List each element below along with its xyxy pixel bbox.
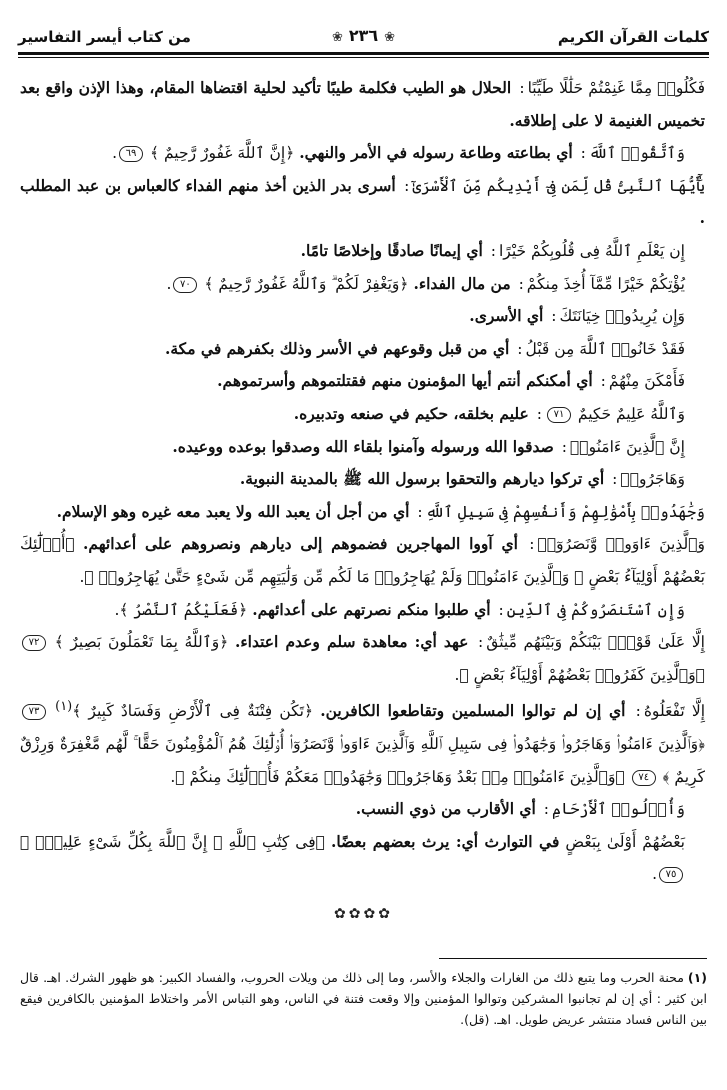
glossary-entry: فَقَدْ خَانُوا۟ ٱللَّهَ مِن قَبْلُ: أي من قبل وقوعهم في الأسر وذلك بكفرهم في مكة.	[164, 338, 685, 358]
verse-number: ٧٤	[632, 770, 656, 786]
quran-term: إِلَّا عَلَىٰ قَوْمٍۭ بَيْنَكُمْ وَبَيْنَهُم مِّيثَٰقٌ	[486, 633, 705, 652]
quran-term: يَٰٓأَيُّهَا ٱلنَّبِىُّ قُل لِّمَن فِىٓ أَيْدِيكُم مِّنَ ٱلْأَسْرَىٰٓ	[412, 176, 705, 195]
explanation: أي الأقارب من ذوي النسب.	[355, 799, 536, 819]
glossary-entry: وَإِن يُرِيدُوا۟ خِيَانَتَكَ: أي الأسرى.	[469, 306, 685, 326]
glossary-entry: وَٱلَّذِينَ ءَاوَوا۟ وَّنَصَرُوٓا۟: أي آووا المهاجرين فضموهم إلى ديارهم ونصروهم على أعدائهم. ﴿أُو۟لَٰٓئِكَ بَعْضُهُمْ أَوْلِيَآءُ بَعْضٍ ۚ وَٱلَّذِينَ ءَامَنُوا۟ وَلَمْ يُهَاجِرُوا۟ مَا لَكُم مِّن وَلَٰيَتِهِم مِّن شَىْءٍ حَتَّىٰ يُهَاجِرُوا۟ ﴾.	[20, 534, 705, 586]
quran-term: فَكُلُوا۟ مِمَّا غَنِمْتُمْ حَلَٰلًا طَيِّبًا	[527, 79, 705, 97]
verse-quote: ﴿وَٱللَّهُ بِمَا تَعْمَلُونَ بَصِيرٌ ﴾	[54, 633, 229, 652]
explanation: الحلال هو الطيب فكلمة طيبًا تأكيد لحلية اقتضاها المقام، وهذا الإذن واقع بعد تخميس الغنيمة لا على إطلاقه.	[20, 78, 705, 130]
verse-number: ٧٢	[22, 635, 46, 651]
page-header	[18, 28, 709, 54]
verse-number: ٧٥	[659, 867, 683, 883]
explanation: في التوارث أي: يرث بعضهم بعضًا.	[330, 831, 560, 851]
quran-term: يُؤْتِكُمْ خَيْرًا مِّمَّآ أُخِذَ مِنكُمْ	[526, 274, 685, 293]
explanation: أي أمكنكم أنتم أيها المؤمنون منهم فقتلتموهم وأسرتموهم.	[217, 371, 593, 391]
quran-term: فَأَمْكَنَ مِنْهُمْ	[608, 372, 685, 391]
explanation: عهد أي: معاهدة سلم وعدم اعتداء.	[234, 632, 469, 652]
quran-term: وَإِن يُرِيدُوا۟ خِيَانَتَكَ	[559, 307, 685, 326]
footnote-ref: (١)	[55, 699, 73, 715]
glossary-body	[20, 72, 705, 891]
footnote-text: محنة الحرب وما يتبع ذلك من الغارات والجلاء والأسر، وما إلى ذلك من ويلات الحروب، والفساد الكبير: هو ظهور الشرك. اهـ. قال ابن كثير : أي إن لم تجانبوا المشركين وتوالوا المؤمنين وإلا وقعت فتنة في الناس، وهو التباس الأمر واختلاط المؤمنين بالكافرين فيقع بين الناس فساد منتشر عريض طويل. اهـ. (قل).	[20, 970, 707, 1027]
quran-term: وَإِنِ ٱسْتَنصَرُوكُمْ فِى ٱلدِّينِ	[506, 600, 685, 619]
book-title: كلمات القرآن الكريم	[557, 28, 709, 46]
header-rule-thin	[18, 57, 709, 58]
glossary-entry: وَٱتَّقُوا۟ ٱللَّهَ: أي بطاعته وطاعة رسوله في الأمر والنهي. ﴿إِنَّ ٱللَّهَ غَفُورٌ رَّحِيمٌ ﴾ ٦٩.	[112, 143, 685, 163]
header-rule-thick	[18, 52, 709, 55]
ornament-icon: ❀	[384, 30, 396, 45]
explanation: عليم بخلقه، حكيم في صنعه وتدبيره.	[293, 403, 529, 423]
verse-number: ٧٠	[173, 277, 197, 293]
verse-quote: ﴿تَكُن فِتْنَةٌ فِى ٱلْأَرْضِ وَفَسَادٌ كَبِيرٌ ﴾	[72, 702, 314, 721]
glossary-entry: فَأَمْكَنَ مِنْهُمْ: أي أمكنكم أنتم أيها المؤمنون منهم فقتلتموهم وأسرتموهم.	[217, 371, 685, 391]
source-label: من كتاب أيسر التفاسير	[18, 28, 191, 46]
explanation: أي إيمانًا صادقًا وإخلاصًا تامًا.	[300, 240, 483, 260]
quran-term: إِلَّا تَفْعَلُوهُ	[643, 702, 705, 721]
quran-term: وَهَاجَرُوا۟	[620, 470, 685, 489]
glossary-entry: وَجَٰهَدُوا۟ بِأَمْوَٰلِهِمْ وَأَنفُسِهِمْ فِى سَبِيلِ ٱللَّهِ: أي من أجل أن يعبد الله ولا يعبد معه غيره وهو الإسلام.	[56, 501, 705, 521]
explanation: أي الأسرى.	[469, 306, 544, 326]
quran-term: إِن يَعْلَمِ ٱللَّهُ فِى قُلُوبِكُمْ خَيْرًا	[499, 241, 685, 260]
page-number: ٢٣٦	[348, 26, 379, 45]
glossary-entry: يُؤْتِكُمْ خَيْرًا مِّمَّآ أُخِذَ مِنكُمْ: من مال الفداء. ﴿وَيَغْفِرْ لَكُمْ ۗ وَٱللَّهُ غَفُورٌ رَّحِيمٌ ﴾ ٧٠.	[166, 273, 685, 293]
glossary-entry: وَأُو۟لُوا۟ ٱلْأَرْحَامِ: أي الأقارب من ذوي النسب.	[355, 799, 685, 819]
verse-quote: ﴿وَيَغْفِرْ لَكُمْ ۗ وَٱللَّهُ غَفُورٌ رَّحِيمٌ ﴾	[204, 274, 409, 293]
explanation: من مال الفداء.	[413, 273, 511, 293]
explanation: أي طلبوا منكم نصرتهم على أعدائهم.	[252, 599, 491, 619]
explanation: صدقوا الله ورسوله وآمنوا بلقاء الله وصدقوا بوعده ووعيده.	[172, 436, 554, 456]
explanation: أي آووا المهاجرين فضموهم إلى ديارهم ونصروهم على أعدائهم.	[83, 534, 518, 554]
quran-term: وَجَٰهَدُوا۟ بِأَمْوَٰلِهِمْ وَأَنفُسِهِمْ فِى سَبِيلِ ٱللَّهِ	[425, 502, 705, 521]
footnote-rule	[439, 958, 707, 959]
quran-term: وَٱللَّهُ عَلِيمٌ حَكِيمٌ	[577, 404, 685, 423]
quran-term: وَٱتَّقُوا۟ ٱللَّهَ	[588, 144, 685, 163]
glossary-entry: فَكُلُوا۟ مِمَّا غَنِمْتُمْ حَلَٰلًا طَيِّبًا: الحلال هو الطيب فكلمة طيبًا تأكيد لحلية اقتضاها المقام، وهذا الإذن واقع بعد تخميس الغنيمة لا على إطلاقه.	[20, 78, 705, 130]
glossary-entry: إِن يَعْلَمِ ٱللَّهُ فِى قُلُوبِكُمْ خَيْرًا: أي إيمانًا صادقًا وإخلاصًا تامًا.	[300, 240, 685, 260]
explanation: أي تركوا ديارهم والتحقوا برسول الله ﷺ بالمدينة النبوية.	[239, 469, 605, 489]
glossary-entry: يَٰٓأَيُّهَا ٱلنَّبِىُّ قُل لِّمَن فِىٓ أَيْدِيكُم مِّنَ ٱلْأَسْرَىٰٓ: أسرى بدر الذين أخذ منهم الفداء كالعباس بن عبد المطلب .	[20, 175, 705, 228]
glossary-entry: إِنَّ ٱلَّذِينَ ءَامَنُوا۟: صدقوا الله ورسوله وآمنوا بلقاء الله وصدقوا بوعده ووعيده.	[172, 436, 685, 456]
explanation: أي إن لم توالوا المسلمين وتقاطعوا الكافرين.	[320, 701, 626, 721]
quran-term: وَٱلَّذِينَ ءَاوَوا۟ وَّنَصَرُوٓا۟	[537, 535, 705, 554]
verse-quote: ﴿فِى كِتَٰبِ ٱللَّهِ ۗ إِنَّ ٱللَّهَ بِكُلِّ شَىْءٍ عَلِيمٌۢ ﴾	[20, 832, 325, 851]
section-divider-ornament: ✿✿✿✿	[334, 906, 393, 922]
explanation: أي بطاعته وطاعة رسوله في الأمر والنهي.	[299, 143, 573, 163]
glossary-entry: بَعْضُهُمْ أَوْلَىٰ بِبَعْضٍ في التوارث أي: يرث بعضهم بعضًا. ﴿فِى كِتَٰبِ ٱللَّهِ ۗ إِنَّ ٱللَّهَ بِكُلِّ شَىْءٍ عَلِيمٌۢ ﴾ ٧٥.	[20, 831, 685, 884]
quran-term: وَأُو۟لُوا۟ ٱلْأَرْحَامِ	[552, 800, 685, 819]
verse-quote: ﴿وَٱلَّذِينَ كَفَرُوا۟ بَعْضُهُمْ أَوْلِيَآءُ بَعْضٍ ﴾	[459, 665, 705, 684]
verse-number: ٦٩	[119, 146, 143, 162]
quran-term: فَقَدْ خَانُوا۟ ٱللَّهَ مِن قَبْلُ	[525, 339, 685, 358]
verse-quote: ﴿وَٱلَّذِينَ ءَامَنُوا۟ وَهَاجَرُوا۟ وَجَٰهَدُوا۟ فِى سَبِيلِ ٱللَّهِ وَٱلَّذِينَ ءَاوَوا۟ وَّنَصَرُوٓا۟ أُو۟لَٰٓئِكَ هُمُ ٱلْمُؤْمِنُونَ حَقًّا ۚ لَّهُم مَّغْفِرَةٌ وَرِزْقٌ كَرِيمٌ ﴾	[20, 735, 705, 786]
glossary-entry: وَٱللَّهُ عَلِيمٌ حَكِيمٌ ٧١: عليم بخلقه، حكيم في صنعه وتدبيره.	[293, 403, 685, 423]
glossary-entry: إِلَّا تَفْعَلُوهُ: أي إن لم توالوا المسلمين وتقاطعوا الكافرين. ﴿تَكُن فِتْنَةٌ فِى ٱلْأَرْضِ وَفَسَادٌ كَبِيرٌ ﴾$^{(١)}$ ٧٣ ﴿وَٱلَّذِينَ ءَامَنُوا۟ وَهَاجَرُوا۟ وَجَٰهَدُوا۟ فِى سَبِيلِ ٱللَّهِ وَٱلَّذِينَ ءَاوَوا۟ وَّنَصَرُوٓا۟ أُو۟لَٰٓئِكَ هُمُ ٱلْمُؤْمِنُونَ حَقًّا ۚ لَّهُم مَّغْفِرَةٌ وَرِزْقٌ كَرِيمٌ ﴾ ٧٤ ﴿وَٱلَّذِينَ ءَامَنُوا۟ مِنۢ بَعْدُ وَهَاجَرُوا۟ وَجَٰهَدُوا۟ مَعَكُمْ فَأُو۟لَٰٓئِكَ مِنكُمْ ﴾.	[20, 699, 705, 786]
glossary-entry: إِلَّا عَلَىٰ قَوْمٍۭ بَيْنَكُمْ وَبَيْنَهُم مِّيثَٰقٌ: عهد أي: معاهدة سلم وعدم اعتداء. ﴿وَٱللَّهُ بِمَا تَعْمَلُونَ بَصِيرٌ ﴾ ٧٢ ﴿وَٱلَّذِينَ كَفَرُوا۟ بَعْضُهُمْ أَوْلِيَآءُ بَعْضٍ ﴾.	[20, 626, 705, 691]
explanation: أي من أجل أن يعبد الله ولا يعبد معه غيره وهو الإسلام.	[56, 501, 410, 521]
verse-number: ٧٣	[22, 704, 46, 720]
explanation: أسرى بدر الذين أخذ منهم الفداء كالعباس بن عبد المطلب .	[20, 175, 705, 228]
ornament-icon: ❀	[331, 30, 343, 45]
verse-quote: ﴿فَعَلَيْكُمُ ٱلنَّصْرُ ﴾	[119, 600, 248, 619]
verse-quote: ﴿إِنَّ ٱللَّهَ غَفُورٌ رَّحِيمٌ ﴾	[149, 144, 295, 163]
glossary-entry: وَهَاجَرُوا۟: أي تركوا ديارهم والتحقوا برسول الله ﷺ بالمدينة النبوية.	[239, 469, 685, 489]
quran-term: إِنَّ ٱلَّذِينَ ءَامَنُوا۟	[569, 437, 685, 456]
verse-quote: ﴿أُو۟لَٰٓئِكَ بَعْضُهُمْ أَوْلِيَآءُ بَعْضٍ ۚ وَٱلَّذِينَ ءَامَنُوا۟ وَلَمْ يُهَاجِرُوا۟ مَا لَكُم مِّن وَلَٰيَتِهِم مِّن شَىْءٍ حَتَّىٰ يُهَاجِرُوا۟ ﴾	[20, 535, 705, 586]
explanation: أي من قبل وقوعهم في الأسر وذلك بكفرهم في مكة.	[164, 338, 510, 358]
quran-term: بَعْضُهُمْ أَوْلَىٰ بِبَعْضٍ	[565, 832, 685, 851]
footnote	[20, 967, 707, 1030]
verse-number: ٧١	[547, 407, 571, 423]
glossary-entry: وَإِنِ ٱسْتَنصَرُوكُمْ فِى ٱلدِّينِ: أي طلبوا منكم نصرتهم على أعدائهم. ﴿فَعَلَيْكُمُ ٱلنَّصْرُ ﴾.	[114, 599, 685, 619]
verse-quote: ﴿وَٱلَّذِينَ ءَامَنُوا۟ مِنۢ بَعْدُ وَهَاجَرُوا۟ وَجَٰهَدُوا۟ مَعَكُمْ فَأُو۟لَٰٓئِكَ مِنكُمْ ﴾	[175, 767, 625, 786]
footnote-mark: (١)	[687, 970, 707, 985]
